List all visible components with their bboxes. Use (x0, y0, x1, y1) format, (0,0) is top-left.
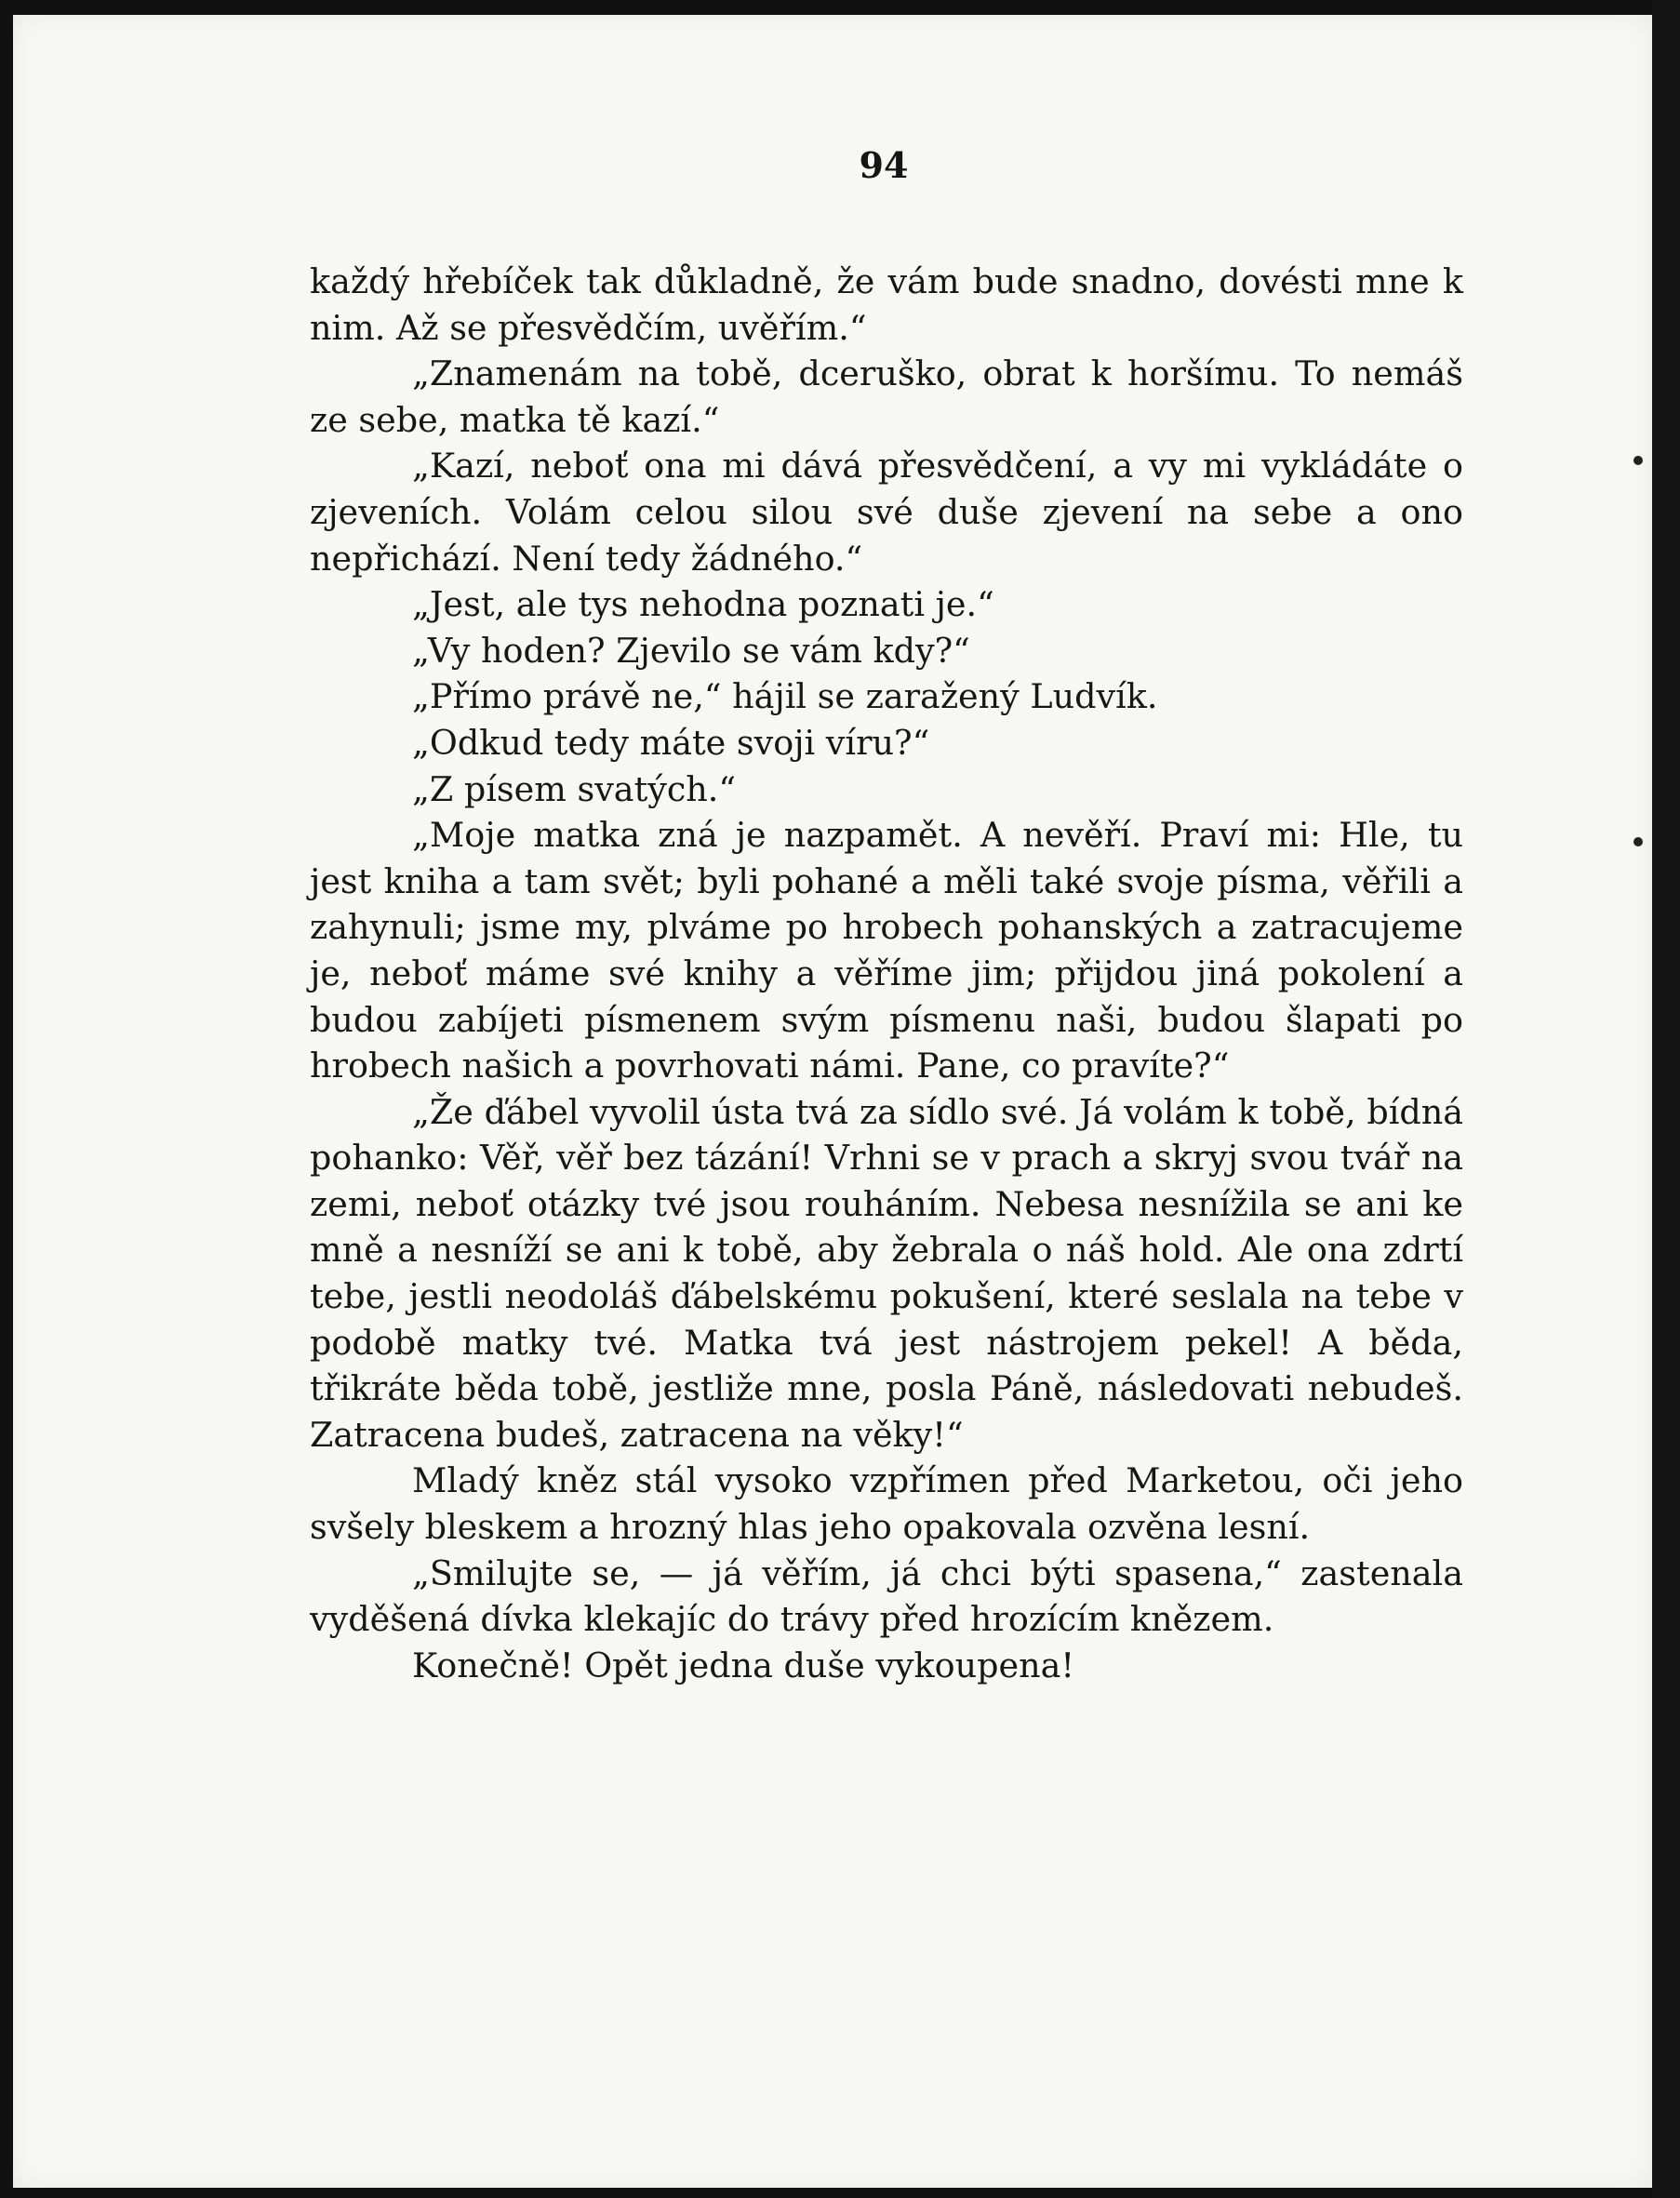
paragraph: „Moje matka zná je nazpamět. A nevěří. Praví mi: Hle, tu jest kniha a tam svět; byli pohané a měli také svoje písma, věřili a zahynuli; jsme my, plváme po hrobech pohanských a zatracujeme je, neboť máme své knihy a věříme jim; přijdou jiná pokolení a budou zabíjeti písmenem svým písmenu naši, budou šlapati po hrobech našich a povrhovati námi. Pane, co pravíte?“ (310, 815, 1463, 1086)
paragraph: „Jest, ale tys nehodna poznati je.“ (412, 584, 994, 625)
paragraph: Mladý kněz stál vysoko vzpřímen před Marketou, oči jeho svšely bleskem a hrozný hlas jeho opakovala ozvěna lesní. (310, 1460, 1463, 1548)
scan-edge (1652, 0, 1680, 2198)
paragraph: „Vy hoden? Zjevilo se vám kdy?“ (412, 630, 970, 671)
paragraph: „Přímo právě ne,“ hájil se zaražený Ludvík. (412, 676, 1158, 717)
paragraph: „Smilujte se, — já věřím, já chci býti spasena,“ zastenala vyděšená dívka klekajíc do trávy před hrozícím knězem. (310, 1552, 1463, 1640)
page-number: 94 (859, 144, 909, 186)
scan-speck (1633, 837, 1643, 846)
paragraph: „Kazí, neboť ona mi dává přesvědčení, a vy mi vykládáte o zjeveních. Volám celou silou své duše zjevení na sebe a ono nepřichází. Není tedy žádného.“ (310, 446, 1463, 579)
scan-speck (1633, 456, 1643, 465)
body-text (310, 259, 1463, 1688)
paragraph: každý hřebíček tak důkladně, že vám bude snadno, dovésti mne k nim. Až se přesvědčím, uvěřím.“ (310, 261, 1463, 348)
paragraph: „Z písem svatých.“ (412, 768, 737, 809)
paragraph: „Odkud tedy máte svoji víru?“ (412, 722, 930, 763)
paragraph: Konečně! Opět jedna duše vykoupena! (412, 1645, 1075, 1685)
paragraph: „Že ďábel vyvolil ústa tvá za sídlo své. Já volám k tobě, bídná pohanko: Věř, věř bez tázání! Vrhni se v prach a skryj svou tvář na zemi, neboť otázky tvé jsou rouháním. Nebesa nesnížila se ani ke mně a nesníží se ani k tobě, aby žebrala o náš hold. Ale ona zdrtí tebe, jestli neodoláš ďábelskému pokušení, které seslala na tebe v podobě matky tvé. Matka tvá jest nástrojem pekel! A běda, třikráte běda tobě, jestliže mne, posla Páně, následovati nebudeš. Zatracena budeš, zatracena na věky!“ (310, 1091, 1463, 1455)
paragraph: „Znamenám na tobě, dceruško, obrat k horšímu. To nemáš ze sebe, matka tě kazí.“ (310, 353, 1463, 440)
